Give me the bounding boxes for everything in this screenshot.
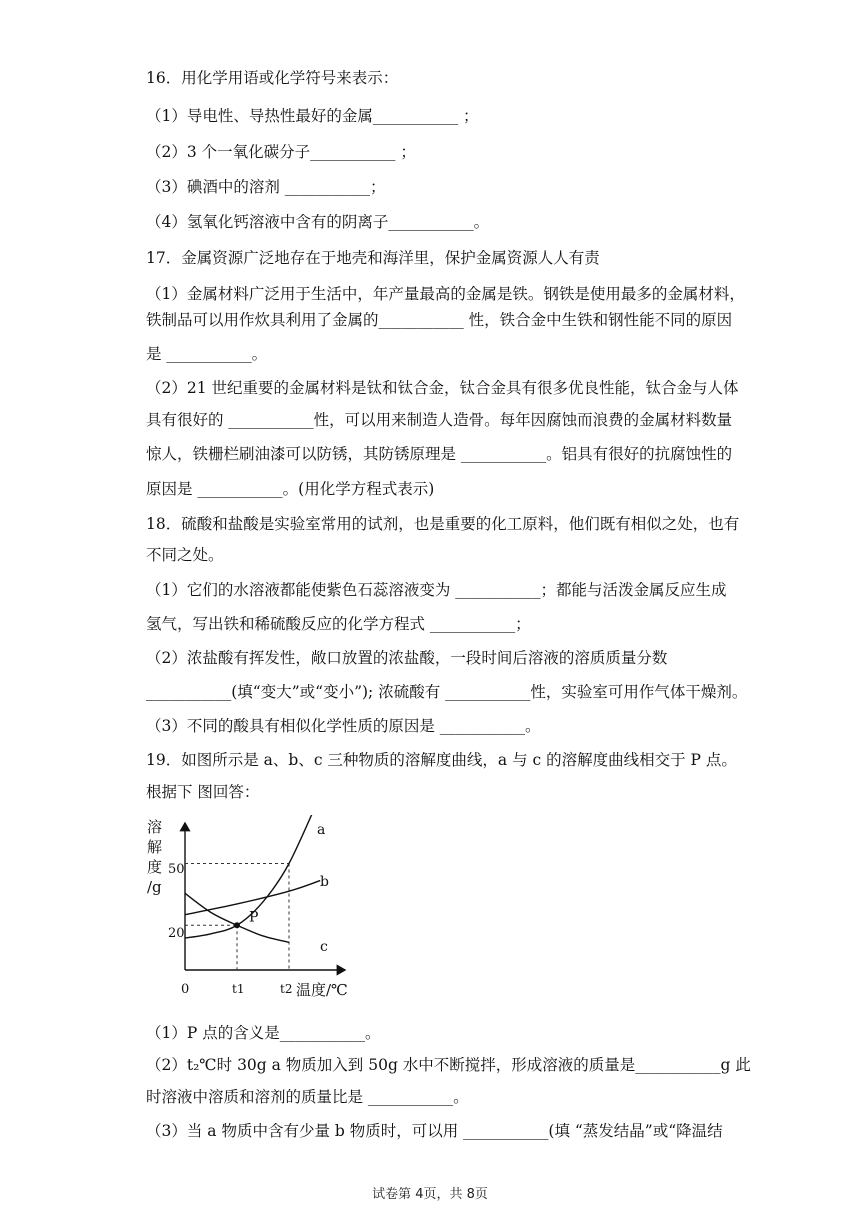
text-line: 原因是 ___________。(用化学方程式表示) [146,480,435,498]
y-axis-label-char: 度 [147,858,163,876]
text-line: 19．如图所示是 a、b、c 三种物质的溶解度曲线，a 与 c 的溶解度曲线相交于 P 点。 [146,751,737,769]
text-line: （1）它们的水溶液都能使紫色石蕊溶液变为 ___________；都能与活泼金属反应生成 [146,581,727,599]
text-line: （2）浓盐酸有挥发性，敞口放置的浓盐酸，一段时间后溶液的溶质质量分数 [146,649,668,667]
intersection-point-p [234,922,240,928]
text-line: 16．用化学用语或化学符号来表示： [146,69,399,87]
curve-label-a: a [317,822,326,838]
text-line: （4）氢氧化钙溶液中含有的阴离子___________。 [146,213,490,231]
curve-c [185,893,289,942]
text-line: （2）t₂℃时 30g a 物质加入到 50g 水中不断搅拌，形成溶液的质量是___________g 此 [146,1056,751,1074]
text-line: 17．金属资源广泛地存在于地壳和海洋里，保护金属资源人人有责 [146,249,600,267]
text-line: （3）当 a 物质中含有少量 b 物质时，可以用 ___________(填 “蒸发结晶”或“降温结 [146,1122,723,1140]
text-line: （1）P 点的含义是___________。 [146,1024,381,1042]
solubility-curve-svg [140,815,360,1005]
curve-label-b: b [320,874,329,890]
text-line: （2）21 世纪重要的金属材料是钛和钛合金，钛合金具有很多优良性能，钛合金与人体 [146,379,739,397]
text-line: 根据下 图回答： [146,783,260,801]
text-line: 18．硫酸和盐酸是实验室常用的试剂，也是重要的化工原料，他们既有相似之处，也有 [146,515,740,533]
curve-label-c: c [320,939,328,955]
y-axis-label-char: /g [147,878,162,896]
text-line: 铁制品可以用作炊具利用了金属的___________ 性，铁合金中生铁和钢性能不同的原因 [146,311,733,329]
x-tick-label: t1 [232,982,245,996]
page-footer: 试卷第 4页，共 8页 [372,1187,488,1202]
x-tick-label: t2 [280,982,293,996]
y-tick-label: 50 [168,862,185,877]
text-line: 不同之处。 [146,546,224,564]
text-line: （1）导电性、导热性最好的金属___________ ； [146,107,479,125]
text-line: 氢气，写出铁和稀硫酸反应的化学方程式 ___________； [146,615,531,633]
text-line: 时溶液中溶质和溶剂的质量比是 ___________。 [146,1088,469,1106]
point-p-label: P [249,909,259,926]
text-line: （2）3 个一氧化碳分子___________ ； [146,143,416,161]
origin-label: 0 [181,982,190,997]
y-axis-label-char: 解 [147,838,163,856]
y-axis-label-char: 溶 [147,818,163,836]
solubility-curve-figure [140,815,360,1005]
text-line: ___________(填“变大”或“变小”); 浓硫酸有 ___________性，实验室可用作气体干燥剂。 [146,683,748,701]
text-line: 具有很好的 ___________性，可以用来制造人造骨。每年因腐蚀而浪费的金属材料数量 [146,411,733,429]
text-line: 惊人，铁栅栏刷油漆可以防锈，其防锈原理是 ___________。铝具有很好的抗腐蚀性的 [146,445,733,463]
text-line: （3）不同的酸具有相似化学性质的原因是 ___________。 [146,717,541,735]
text-line: （3）碘酒中的溶剂 ___________； [146,178,386,196]
text-line: （1）金属材料广泛用于生活中，年产量最高的金属是铁。钢铁是使用最多的金属材料， [146,285,745,303]
x-axis-label: 温度/℃ [296,981,348,999]
text-line: 是 ___________。 [146,345,268,363]
y-tick-label: 20 [168,926,185,941]
